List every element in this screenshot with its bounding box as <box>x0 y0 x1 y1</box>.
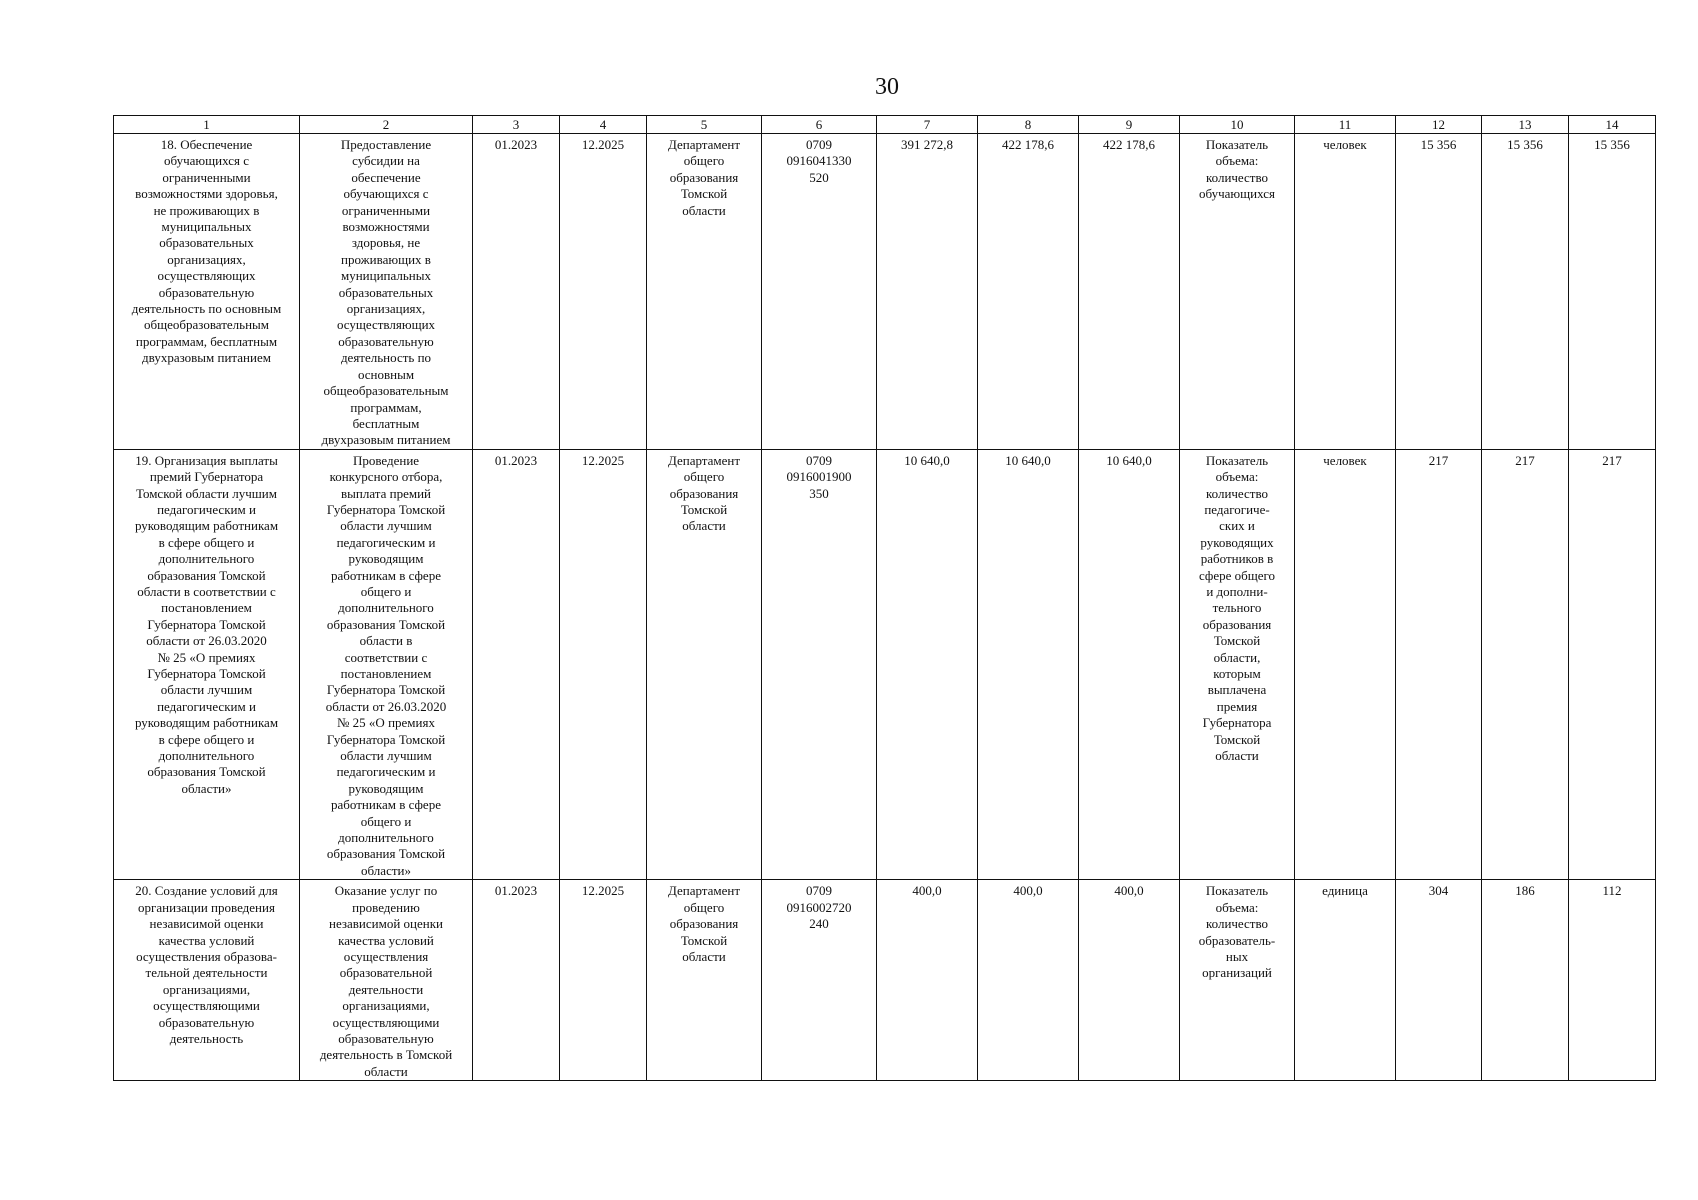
amount-year-1-cell: 10 640,0 <box>877 449 978 880</box>
column-number-7: 7 <box>877 116 978 134</box>
column-number-9: 9 <box>1079 116 1180 134</box>
end-date-cell: 12.2025 <box>560 134 647 450</box>
value-year-3-cell: 217 <box>1569 449 1656 880</box>
unit-cell: человек <box>1295 449 1396 880</box>
measure-name-cell: 20. Создание условий для организации проведения независимой оценки качества условий осуществления образова- тельной деятельности организациями, осуществляющими образовательную деятельность <box>114 880 300 1081</box>
amount-year-2-cell: 10 640,0 <box>978 449 1079 880</box>
column-number-8: 8 <box>978 116 1079 134</box>
amount-year-2-cell: 422 178,6 <box>978 134 1079 450</box>
unit-cell: единица <box>1295 880 1396 1081</box>
indicator-cell: Показатель объема: количество обучающихся <box>1180 134 1295 450</box>
executor-cell: Департамент общего образования Томской области <box>647 449 762 880</box>
column-number-1: 1 <box>114 116 300 134</box>
value-year-1-cell: 217 <box>1396 449 1482 880</box>
value-year-2-cell: 217 <box>1482 449 1569 880</box>
executor-cell: Департамент общего образования Томской области <box>647 880 762 1081</box>
executor-cell: Департамент общего образования Томской области <box>647 134 762 450</box>
column-number-11: 11 <box>1295 116 1396 134</box>
header-row <box>114 116 1656 134</box>
table-row <box>114 449 1656 880</box>
table-row <box>114 134 1656 450</box>
description-cell: Оказание услуг по проведению независимой оценки качества условий осуществления образовательной деятельности организациями, осуществляющими образовательную деятельность в Томской области <box>300 880 473 1081</box>
column-number-13: 13 <box>1482 116 1569 134</box>
value-year-1-cell: 304 <box>1396 880 1482 1081</box>
column-number-4: 4 <box>560 116 647 134</box>
value-year-3-cell: 15 356 <box>1569 134 1656 450</box>
value-year-3-cell: 112 <box>1569 880 1656 1081</box>
program-table <box>113 115 1656 1081</box>
end-date-cell: 12.2025 <box>560 449 647 880</box>
page-number: 30 <box>875 74 899 100</box>
column-number-12: 12 <box>1396 116 1482 134</box>
amount-year-3-cell: 422 178,6 <box>1079 134 1180 450</box>
unit-cell: человек <box>1295 134 1396 450</box>
start-date-cell: 01.2023 <box>473 880 560 1081</box>
column-number-3: 3 <box>473 116 560 134</box>
column-number-10: 10 <box>1180 116 1295 134</box>
measure-name-cell: 19. Организация выплаты премий Губернатора Томской области лучшим педагогическим и руководящим работникам в сфере общего и дополнительного образования Томской области в соответствии с постановлением Губернатора Томской области от 26.03.2020 № 25 «О премиях Губернатора Томской области лучшим педагогическим и руководящим работникам в сфере общего и дополнительного образования Томской области» <box>114 449 300 880</box>
column-number-6: 6 <box>762 116 877 134</box>
value-year-2-cell: 186 <box>1482 880 1569 1081</box>
amount-year-3-cell: 400,0 <box>1079 880 1180 1081</box>
column-number-5: 5 <box>647 116 762 134</box>
amount-year-2-cell: 400,0 <box>978 880 1079 1081</box>
end-date-cell: 12.2025 <box>560 880 647 1081</box>
description-cell: Проведение конкурсного отбора, выплата премий Губернатора Томской области лучшим педагогическим и руководящим работникам в сфере общего и дополнительного образования Томской области в соответствии с постановлением Губернатора Томской области от 26.03.2020 № 25 «О премиях Губернатора Томской области лучшим педагогическим и руководящим работникам в сфере общего и дополнительного образования Томской области» <box>300 449 473 880</box>
amount-year-3-cell: 10 640,0 <box>1079 449 1180 880</box>
description-cell: Предоставление субсидии на обеспечение обучающихся с ограниченными возможностями здоровья, не проживающих в муниципальных образовательных организациях, осуществляющих образовательную деятельность по основным общеобразовательным программам, бесплатным двухразовым питанием <box>300 134 473 450</box>
budget-code-cell: 0709 0916001900 350 <box>762 449 877 880</box>
table-row <box>114 880 1656 1081</box>
amount-year-1-cell: 400,0 <box>877 880 978 1081</box>
value-year-1-cell: 15 356 <box>1396 134 1482 450</box>
indicator-cell: Показатель объема: количество образователь- ных организаций <box>1180 880 1295 1081</box>
budget-code-cell: 0709 0916041330 520 <box>762 134 877 450</box>
start-date-cell: 01.2023 <box>473 134 560 450</box>
value-year-2-cell: 15 356 <box>1482 134 1569 450</box>
amount-year-1-cell: 391 272,8 <box>877 134 978 450</box>
column-number-2: 2 <box>300 116 473 134</box>
indicator-cell: Показатель объема: количество педагогиче- ских и руководящих работников в сфере общего и дополни- тельного образования Томской области, которым выплачена премия Губернатора Томской области <box>1180 449 1295 880</box>
start-date-cell: 01.2023 <box>473 449 560 880</box>
measure-name-cell: 18. Обеспечение обучающихся с ограниченными возможностями здоровья, не проживающих в муниципальных образовательных организациях, осуществляющих образовательную деятельность по основным общеобразовательным программам, бесплатным двухразовым питанием <box>114 134 300 450</box>
budget-code-cell: 0709 0916002720 240 <box>762 880 877 1081</box>
column-number-14: 14 <box>1569 116 1656 134</box>
